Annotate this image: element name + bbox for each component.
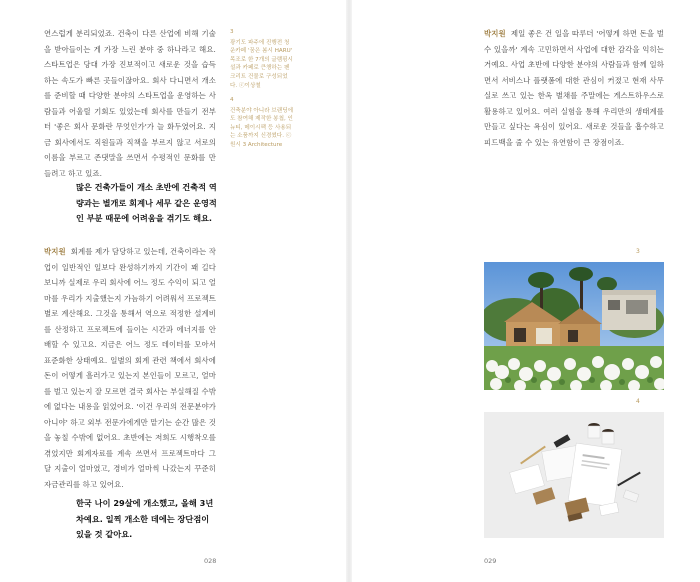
speaker-label-right: 박지원 — [484, 29, 506, 38]
sidenote-3: 3 광기도 파주에 진행전 청운카페 '꿈은 봄시 HARU' 목조로 한 7개의 글램핑시설과 카페로 큰챙하는 펜크리트 건물로 구성되었다. ⓒ이상철 — [230, 29, 293, 89]
photo-number-4: 4 — [636, 398, 640, 405]
pull-quote-2: 한국 나이 29살에 개소했고, 올해 3년차예요. 일찍 개소한 데에는 장단점이 있을 것 같아요. — [76, 498, 214, 539]
sidenote-4: 4 건축분야 아니라 브랜딩에도 참여해 제작한 봉첩, 인뉴티, 메이시팩 등 사용되는 소품까지 신경썼다. ⓒ원시 3 Architecture — [230, 97, 293, 148]
cafe-photo-image — [484, 262, 664, 390]
cafe-building-photo — [484, 262, 664, 390]
pull-quote-1: 많은 건축가들이 개소 초반에 건축적 역량과는 별개로 회계나 세무 같은 운영적인 부분 때문에 어려움을 겪기도 해요. — [76, 182, 217, 223]
speaker-label: 박지원 — [44, 247, 66, 256]
branding-stationery-photo — [484, 412, 664, 538]
page-gutter — [346, 0, 352, 582]
answer-paragraph-right: 박지원 제일 좋은 건 일을 따루더 '어떻게 하면 돈을 벌 수 있을까' 계속 고민하면서 사업에 대한 감각을 익히는 거예요. 사업 초반에 다양한 분야의 사람들과 함께 일하면서 서비스나 플랫폼에 대한 관심이 커졌고 현재 사무실로 쓰고 있는 한옥 별채를 주말에는 게스트하우스로 활용하고 있어요. 여러 실험을 통해 우리만의 생태계를 만들고 싶다는 욕심이 있어요. 새로운 것들을 흡수하고 피드백을 줄 수 있는 유연함이 큰 장점이죠. — [484, 29, 664, 147]
answer-paragraph-left — [44, 244, 216, 492]
stationery-photo-image — [484, 412, 664, 538]
page-number-right: 029 — [484, 557, 497, 565]
page-number-left: 028 — [204, 557, 217, 565]
intro-paragraph: 연스럽게 분리되었죠. 건축이 다른 산업에 비해 기술을 받아들이는 게 가장 느린 분야 중 하나라고 해요. 스타트업은 당대 가장 진보적이고 새로운 것을 습득하는 속도가 빠른 곳들이잖아요. 회사 다니면서 개소를 준비할 때 다양한 분야의 스타트업을 운영하는 사람들과 어울릴 기회도 있었는데 회사를 만들기 전부터 '좋은 회사 문화란 무엇인가'가 늘 화두였어요. 지금 회사에서도 직원들과 직책을 부르지 않고 서로의 이름을 부르고 존댓말을 쓰면서 수평적인 문화를 만들려고 하고 있죠. — [44, 29, 216, 178]
photo-number-3: 3 — [636, 248, 640, 255]
answer-text: 회계를 제가 담당하고 있는데, 건축이라는 작업이 일반적인 일보다 완성하기까지 기간이 꽤 길다 보니까 실제로 우리 회사에 어느 정도 수익이 되고 얼마를 우리가 지출했는지 가늠하기 어려워서 프로젝트별로 계산해요. 그것을 통해서 역으로 적정한 설계비를 산정하고 프로젝트에 들이는 시간과 에너지를 안배할 수 있고요. 지금은 어느 정도 데이터를 모아서 표준화한 상태예요. 일별의 회계 관련 책에서 회사에 돈이 어떻게 흘러가고 있는지 본인들이 모르고, 얼마를 벌고 있는지 잘 모르면 결국 회사는 부실해질 수밖에 없다는 내용을 읽었어요. '이건 우리의 전문분야가 아니야' 하고 외부 전문가에게만 맡기는 순간 많은 것을 놓칠 수밖에 없어요. 초반에는 저희도 시행착오를 겪었지만 회계자료를 계속 쓰면서 프로젝트마다 그 달 지출이 얼마였고, 경비가 얼마씩 나갔는지 꾸준히 자금관리를 하고 있어요. — [44, 247, 216, 489]
